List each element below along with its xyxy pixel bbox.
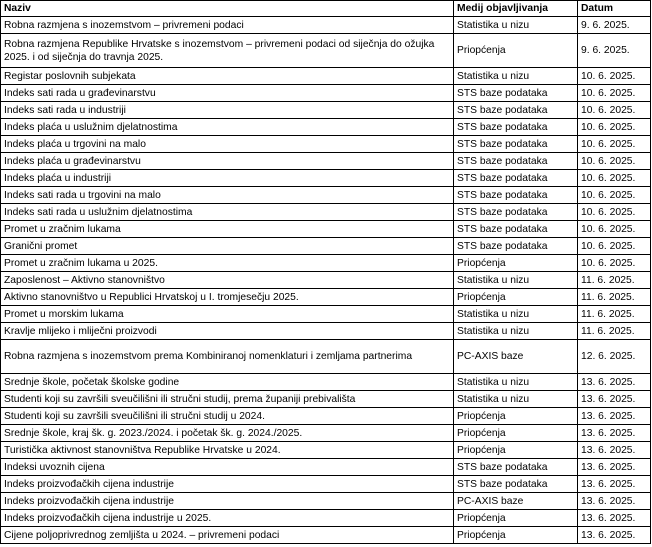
cell-medium: STS baze podataka: [454, 136, 578, 153]
cell-name: Granični promet: [1, 238, 454, 255]
cell-name: Aktivno stanovništvo u Republici Hrvatskoj u I. tromjesečju 2025.: [1, 289, 454, 306]
table-row: [1, 391, 651, 408]
cell-name: Indeks proizvođačkih cijena industrije u 2025.: [1, 510, 454, 527]
cell-medium: STS baze podataka: [454, 238, 578, 255]
cell-name: Promet u zračnim lukama: [1, 221, 454, 238]
table-row: [1, 204, 651, 221]
cell-medium: STS baze podataka: [454, 204, 578, 221]
cell-date: 10. 6. 2025.: [578, 255, 651, 272]
table-row: [1, 272, 651, 289]
cell-name: Robna razmjena s inozemstvom prema Kombiniranoj nomenklaturi i zemljama partnerima: [1, 340, 454, 374]
cell-medium: STS baze podataka: [454, 170, 578, 187]
cell-medium: Priopćenja: [454, 408, 578, 425]
cell-date: 9. 6. 2025.: [578, 17, 651, 34]
cell-date: 10. 6. 2025.: [578, 238, 651, 255]
cell-name: Promet u zračnim lukama u 2025.: [1, 255, 454, 272]
cell-name: Promet u morskim lukama: [1, 306, 454, 323]
table-row: [1, 442, 651, 459]
cell-medium: Priopćenja: [454, 442, 578, 459]
table-row: [1, 306, 651, 323]
cell-date: 10. 6. 2025.: [578, 153, 651, 170]
header-name: Naziv: [1, 1, 454, 17]
table-row: [1, 136, 651, 153]
cell-date: 13. 6. 2025.: [578, 459, 651, 476]
cell-date: 10. 6. 2025.: [578, 136, 651, 153]
table-row: [1, 408, 651, 425]
table-row: [1, 476, 651, 493]
cell-medium: STS baze podataka: [454, 476, 578, 493]
cell-date: 11. 6. 2025.: [578, 272, 651, 289]
cell-medium: Statistika u nizu: [454, 17, 578, 34]
cell-date: 13. 6. 2025.: [578, 476, 651, 493]
header-date: Datum: [578, 1, 651, 17]
cell-medium: Priopćenja: [454, 255, 578, 272]
table-row: [1, 323, 651, 340]
cell-medium: Priopćenja: [454, 510, 578, 527]
cell-date: 11. 6. 2025.: [578, 306, 651, 323]
cell-medium: STS baze podataka: [454, 459, 578, 476]
cell-medium: Statistika u nizu: [454, 374, 578, 391]
cell-name: Srednje škole, kraj šk. g. 2023./2024. i početak šk. g. 2024./2025.: [1, 425, 454, 442]
cell-name: Indeks sati rada u trgovini na malo: [1, 187, 454, 204]
cell-name: Kravlje mlijeko i mliječni proizvodi: [1, 323, 454, 340]
table-row: [1, 221, 651, 238]
cell-name: Indeks plaća u trgovini na malo: [1, 136, 454, 153]
cell-name: Indeks sati rada u industriji: [1, 102, 454, 119]
cell-medium: STS baze podataka: [454, 102, 578, 119]
cell-date: 13. 6. 2025.: [578, 391, 651, 408]
table-row: [1, 153, 651, 170]
table-row: [1, 187, 651, 204]
cell-medium: PC-AXIS baze: [454, 493, 578, 510]
header-row: [1, 1, 651, 17]
cell-name: Indeksi uvoznih cijena: [1, 459, 454, 476]
cell-date: 10. 6. 2025.: [578, 204, 651, 221]
cell-name: Turistička aktivnost stanovništva Republike Hrvatske u 2024.: [1, 442, 454, 459]
table-row: [1, 68, 651, 85]
cell-date: 13. 6. 2025.: [578, 527, 651, 544]
cell-name: Robna razmjena s inozemstvom – privremeni podaci: [1, 17, 454, 34]
table-row: [1, 493, 651, 510]
cell-medium: STS baze podataka: [454, 221, 578, 238]
cell-date: 10. 6. 2025.: [578, 102, 651, 119]
cell-date: 11. 6. 2025.: [578, 323, 651, 340]
table-row: [1, 255, 651, 272]
cell-date: 10. 6. 2025.: [578, 68, 651, 85]
table-body: [1, 17, 651, 544]
cell-medium: Statistika u nizu: [454, 306, 578, 323]
cell-medium: Priopćenja: [454, 425, 578, 442]
table-row: [1, 238, 651, 255]
cell-date: 13. 6. 2025.: [578, 425, 651, 442]
cell-date: 10. 6. 2025.: [578, 170, 651, 187]
cell-medium: PC-AXIS baze: [454, 340, 578, 374]
cell-name: Zaposlenost – Aktivno stanovništvo: [1, 272, 454, 289]
cell-name: Robna razmjena Republike Hrvatske s inozemstvom – privremeni podaci od siječnja do ožujka 2025. i od siječnja do travnja 2025.: [1, 34, 454, 68]
table-row: [1, 459, 651, 476]
cell-name: Indeks sati rada u građevinarstvu: [1, 85, 454, 102]
cell-date: 13. 6. 2025.: [578, 510, 651, 527]
cell-medium: STS baze podataka: [454, 153, 578, 170]
table-row: [1, 34, 651, 68]
cell-date: 11. 6. 2025.: [578, 289, 651, 306]
table-row: [1, 17, 651, 34]
header-medium: Medij objavljivanja: [454, 1, 578, 17]
cell-date: 13. 6. 2025.: [578, 442, 651, 459]
cell-medium: STS baze podataka: [454, 119, 578, 136]
table-row: [1, 340, 651, 374]
table-row: [1, 170, 651, 187]
table-row: [1, 85, 651, 102]
cell-name: Indeks plaća u uslužnim djelatnostima: [1, 119, 454, 136]
cell-date: 10. 6. 2025.: [578, 119, 651, 136]
cell-name: Indeks plaća u industriji: [1, 170, 454, 187]
cell-medium: Priopćenja: [454, 527, 578, 544]
cell-name: Indeks proizvođačkih cijena industrije: [1, 493, 454, 510]
cell-date: 10. 6. 2025.: [578, 187, 651, 204]
cell-medium: Statistika u nizu: [454, 323, 578, 340]
table-row: [1, 425, 651, 442]
cell-date: 10. 6. 2025.: [578, 85, 651, 102]
table-row: [1, 527, 651, 544]
cell-name: Studenti koji su završili sveučilišni ili stručni studij u 2024.: [1, 408, 454, 425]
cell-medium: STS baze podataka: [454, 187, 578, 204]
cell-date: 12. 6. 2025.: [578, 340, 651, 374]
table-header: [1, 1, 651, 17]
cell-medium: Priopćenja: [454, 289, 578, 306]
cell-date: 9. 6. 2025.: [578, 34, 651, 68]
cell-medium: Statistika u nizu: [454, 68, 578, 85]
table-row: [1, 374, 651, 391]
cell-date: 13. 6. 2025.: [578, 374, 651, 391]
table-row: [1, 289, 651, 306]
table-row: [1, 510, 651, 527]
cell-name: Cijene poljoprivrednog zemljišta u 2024. – privremeni podaci: [1, 527, 454, 544]
cell-medium: Priopćenja: [454, 34, 578, 68]
table-row: [1, 102, 651, 119]
cell-name: Srednje škole, početak školske godine: [1, 374, 454, 391]
cell-medium: Statistika u nizu: [454, 272, 578, 289]
table-row: [1, 119, 651, 136]
cell-name: Registar poslovnih subjekata: [1, 68, 454, 85]
cell-date: 10. 6. 2025.: [578, 221, 651, 238]
cell-date: 13. 6. 2025.: [578, 493, 651, 510]
cell-date: 13. 6. 2025.: [578, 408, 651, 425]
cell-name: Indeks plaća u građevinarstvu: [1, 153, 454, 170]
cell-medium: STS baze podataka: [454, 85, 578, 102]
cell-name: Indeks proizvođačkih cijena industrije: [1, 476, 454, 493]
cell-medium: Statistika u nizu: [454, 391, 578, 408]
cell-name: Indeks sati rada u uslužnim djelatnostima: [1, 204, 454, 221]
cell-name: Studenti koji su završili sveučilišni ili stručni studij, prema županiji prebivališta: [1, 391, 454, 408]
